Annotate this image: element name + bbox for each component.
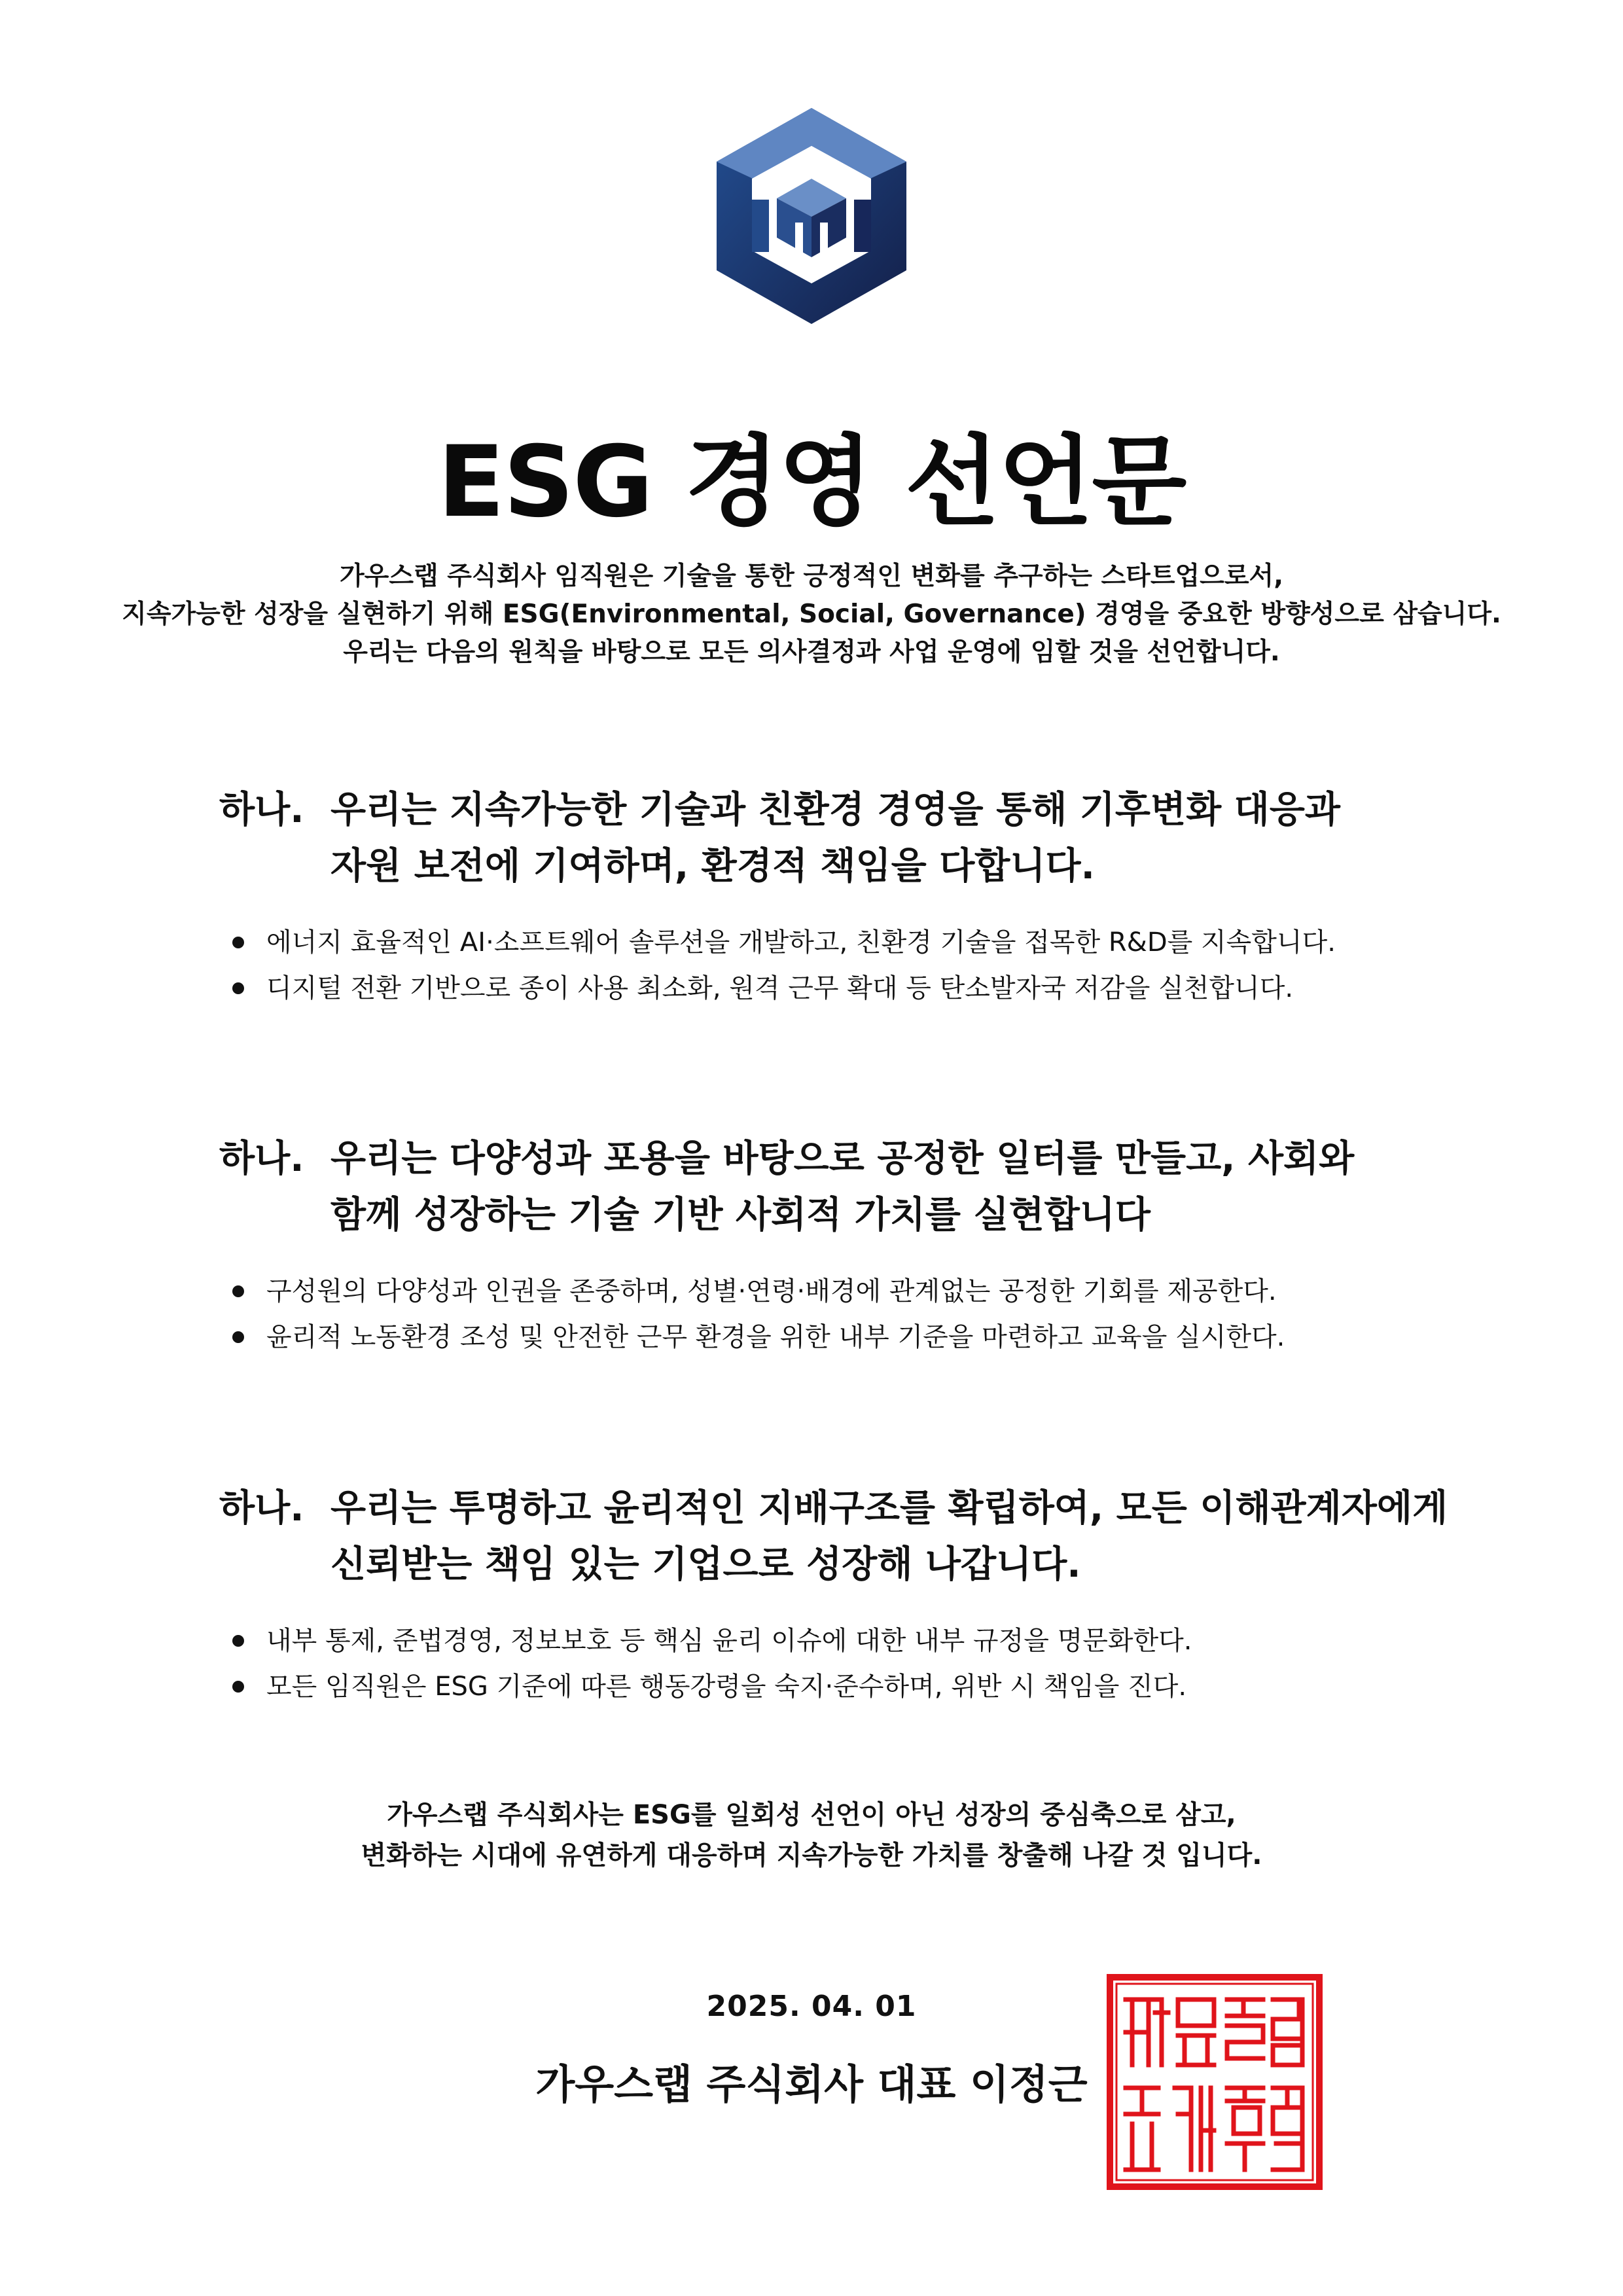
intro-line: 지속가능한 성장을 실현하기 위해 ESG(Environmental, Social, Governance) 경영을 중요한 방향성으로 삼습니다. [122,600,1501,629]
principle-bullet-list [219,920,1580,1011]
bullet-icon [232,1635,244,1647]
bullet-icon [232,937,244,948]
declaration-date: 2025. 04. 01 [706,1990,917,2023]
principle-section-governance [219,1480,1580,1710]
intro-line: 우리는 다음의 원칙을 바탕으로 모든 의사결정과 사업 운영에 임할 것을 선언합니다. [343,637,1280,667]
closing-statement [0,1795,1623,1876]
principle-heading-line: 자원 보전에 기여하며, 환경적 책임을 다합니다. [330,845,1095,888]
principle-bullet-list [219,1618,1580,1710]
principle-heading-line: 우리는 투명하고 윤리적인 지배구조를 확립하여, 모든 이해관계자에게 [330,1487,1448,1530]
principle-heading [219,1131,1580,1244]
principle-heading-line: 우리는 다양성과 포용을 바탕으로 공정한 일터를 만들고, 사회와 [330,1138,1355,1180]
list-item [219,920,1580,965]
bullet-text: 모든 임직원은 ESG 기준에 따른 행동강령을 숙지·준수하며, 위반 시 책임을 진다. [266,1672,1187,1702]
principle-heading-line: 신뢰받는 책임 있는 기업으로 성장해 나갑니다. [330,1543,1081,1586]
bullet-icon [232,982,244,994]
page-title: ESG 경영 선언문 [437,425,1186,539]
list-item [219,965,1580,1011]
bullet-icon [232,1331,244,1343]
list-item [219,1618,1580,1664]
intro-paragraph [39,558,1584,672]
principle-heading [219,782,1580,895]
bullet-text: 구성원의 다양성과 인권을 존중하며, 성별·연령·배경에 관계없는 공정한 기회를 제공한다. [266,1276,1277,1306]
intro-line: 가우스랩 주식회사 임직원은 기술을 통한 긍정적인 변화를 추구하는 스타트업으로서, [339,562,1284,591]
signer-name: 가우스랩 주식회사 대표 이정근 [535,2060,1088,2108]
principle-section-environmental [219,782,1580,1011]
company-seal-stamp-icon [1106,1973,1323,2191]
principle-bullet-list [219,1268,1580,1360]
principle-heading [219,1480,1580,1593]
bullet-text: 내부 통제, 준법경영, 정보보호 등 핵심 윤리 이슈에 대한 내부 규정을 명문화한다. [266,1626,1192,1656]
principle-heading-line: 함께 성장하는 기술 기반 사회적 가치를 실현합니다 [330,1194,1150,1236]
closing-line: 변화하는 시대에 유연하게 대응하며 지속가능한 가치를 창출해 나갈 것 입니다. [361,1840,1262,1871]
bullet-icon [232,1681,244,1693]
company-logo-icon [717,108,906,324]
list-item [219,1268,1580,1314]
principle-number: 하나. [219,789,304,831]
principle-heading-line: 우리는 지속가능한 기술과 친환경 경영을 통해 기후변화 대응과 [330,789,1340,831]
principle-number: 하나. [219,1138,304,1180]
list-item [219,1664,1580,1710]
principle-number: 하나. [219,1487,304,1530]
bullet-text: 윤리적 노동환경 조성 및 안전한 근무 환경을 위한 내부 기준을 마련하고 교육을 실시한다. [266,1322,1285,1352]
list-item [219,1314,1580,1360]
bullet-text: 디지털 전환 기반으로 종이 사용 최소화, 원격 근무 확대 등 탄소발자국 저감을 실천합니다. [266,973,1294,1003]
principle-section-social [219,1131,1580,1360]
bullet-icon [232,1285,244,1297]
bullet-text: 에너지 효율적인 AI·소프트웨어 솔루션을 개발하고, 친환경 기술을 접목한 R&D를 지속합니다. [266,927,1336,958]
closing-line: 가우스랩 주식회사는 ESG를 일회성 선언이 아닌 성장의 중심축으로 삼고, [387,1800,1236,1830]
